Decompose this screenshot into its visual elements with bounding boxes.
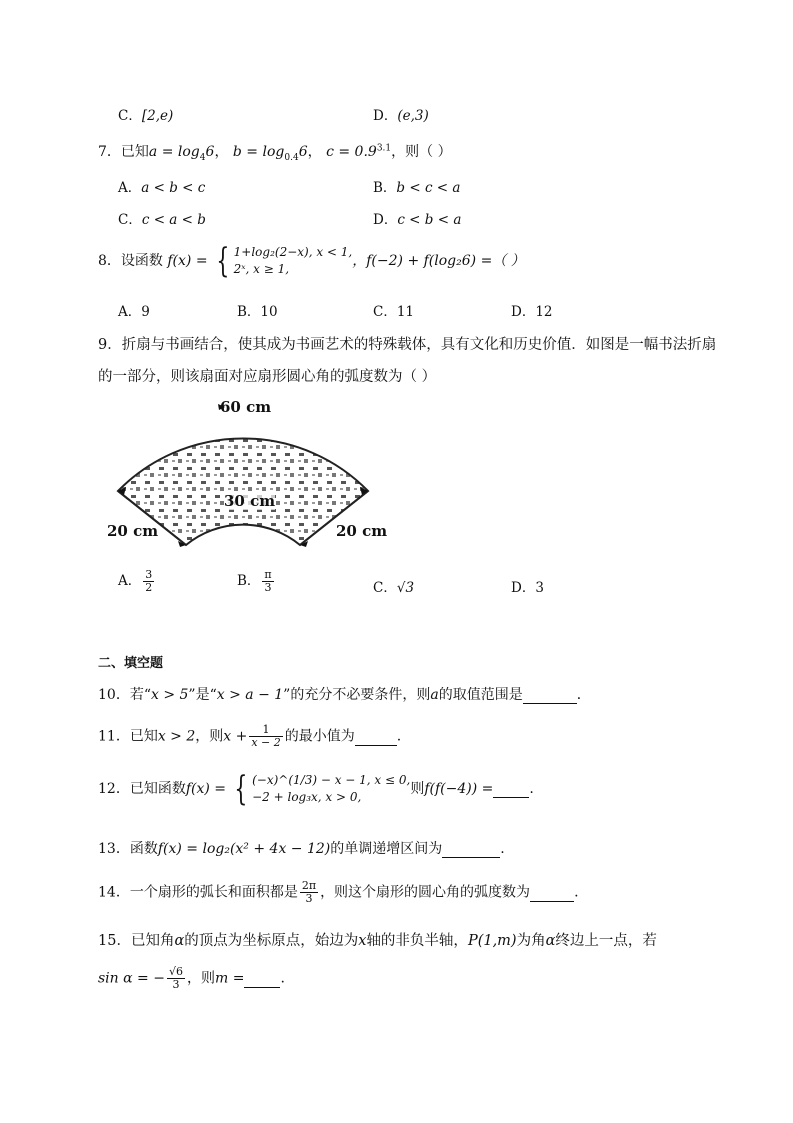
q9-option-d [511, 576, 544, 596]
text: 则 [410, 781, 425, 797]
math: α [174, 933, 185, 949]
text: . [529, 781, 534, 797]
question-text: 设函数 [120, 253, 163, 269]
q6-option-d [373, 104, 429, 124]
log-arg: 6 [298, 144, 308, 160]
text: 终边上一点，若 [555, 933, 657, 949]
option-text: b < c < a [396, 180, 461, 196]
numerator: 2π [301, 879, 317, 892]
question-13 [98, 838, 505, 858]
text: 的单调递增区间为 [330, 841, 443, 857]
option-label: C． [118, 108, 142, 124]
text: . [280, 970, 285, 987]
math: m = [214, 970, 245, 987]
section-title: 二、填空题 [98, 656, 164, 671]
question-12 [98, 769, 534, 809]
text: 轴的非负半轴， [366, 933, 468, 949]
fraction [143, 569, 154, 594]
math: a [430, 687, 439, 703]
text: . [396, 728, 402, 745]
math: sin α = − [98, 970, 165, 987]
numerator: 1 [249, 724, 282, 737]
option-text: 10 [260, 304, 278, 320]
text: 的取值范围是 [438, 687, 523, 703]
math: x > 5 [150, 687, 189, 703]
option-label: B． [373, 180, 397, 196]
q9-option-c [373, 576, 414, 596]
log-base: 4 [199, 152, 206, 163]
math: f(x) = log₂(x² + 4x − 12) [157, 841, 331, 857]
option-text: c < a < b [141, 212, 206, 228]
case-1: (−x)^(1/3) − x − 1, x ≤ 0, [252, 773, 411, 787]
brace-icon: { [234, 769, 248, 809]
q8-option-a [118, 300, 150, 320]
option-label: D． [511, 304, 536, 320]
denominator: 2 [145, 581, 153, 594]
math: f(f(−4)) = [424, 781, 494, 797]
piecewise-cases [234, 244, 353, 278]
text: 15．已知角 [98, 933, 175, 949]
question-suffix: ，则（ ） [391, 144, 452, 160]
case-2: −2 + log₃x, x > 0, [252, 790, 362, 804]
function-name: f(x) = [167, 253, 208, 269]
question-14 [98, 880, 579, 905]
q8-option-b [237, 300, 278, 320]
question-11 [98, 724, 401, 749]
q8-option-c [373, 300, 414, 320]
numerator: √6 [168, 965, 183, 978]
option-label: A． [118, 573, 142, 589]
piecewise-cases [252, 772, 410, 806]
fraction [262, 569, 273, 594]
option-label: C． [373, 580, 397, 596]
option-text: 11 [396, 304, 415, 320]
math: α [545, 933, 556, 949]
fraction [249, 724, 282, 749]
answer-blank[interactable] [244, 971, 280, 988]
q9-option-b [237, 569, 276, 594]
math: x > 2 [157, 728, 196, 745]
log-base: 0.4 [284, 152, 299, 163]
text: 的顶点为坐标原点，始边为 [184, 933, 359, 949]
numerator: π [264, 568, 272, 581]
text: ，则 [186, 970, 215, 987]
q9-option-a [118, 569, 156, 594]
math: P(1,m) [467, 933, 517, 949]
option-label: C． [373, 304, 397, 320]
text: ，则 [195, 728, 224, 745]
denominator: 3 [305, 892, 313, 905]
text: ． [576, 687, 591, 703]
text: ，则这个扇形的圆心角的弧度数为 [320, 884, 531, 901]
fraction [300, 880, 318, 905]
text: 11．已知 [98, 728, 158, 745]
case-1: 1+log₂(2−x), x < 1, [233, 245, 353, 259]
text: 13．函数 [98, 841, 158, 857]
text: 12．已知函数 [98, 781, 186, 797]
q7-option-d [373, 208, 461, 228]
math: f(x) = [185, 781, 227, 797]
denominator: x − 2 [251, 736, 281, 749]
option-text: 12 [535, 304, 553, 320]
denominator: 3 [264, 581, 272, 594]
option-label: A． [118, 304, 142, 320]
option-text: √3 [396, 580, 415, 596]
math-c: c = 0.9 [326, 144, 377, 160]
option-text: 9 [141, 304, 150, 320]
question-10 [98, 684, 591, 704]
text: 10．若“ [98, 687, 151, 703]
text: 为角 [516, 933, 546, 949]
option-text: c < b < a [397, 212, 462, 228]
text: ”的充分不必要条件，则 [283, 687, 431, 703]
question-8 [98, 241, 525, 281]
math-a: a = log [148, 144, 200, 160]
option-text: 3 [535, 580, 544, 596]
option-label: A． [118, 180, 142, 196]
fan-outer-arc-label: 60 cm [220, 398, 272, 416]
text: ”是“ [188, 687, 217, 703]
answer-blank[interactable] [493, 781, 529, 798]
fan-left-width-label: 20 cm [107, 522, 159, 540]
option-value: [2,e) [141, 108, 174, 124]
fan-right-width-label: 20 cm [336, 522, 388, 540]
q6-option-c [118, 104, 173, 124]
option-label: C． [118, 212, 142, 228]
numerator: 3 [145, 568, 153, 581]
option-value: (e,3) [397, 108, 429, 124]
math: x + [223, 728, 248, 745]
text: . [500, 841, 505, 857]
math-b: b = log [232, 144, 285, 160]
question-number: 7． [98, 144, 121, 160]
answer-blank[interactable] [355, 729, 397, 746]
q8-option-d [511, 300, 553, 320]
q7-option-b [373, 176, 460, 196]
question-9-line-2: 的一部分，则该扇面对应扇形圆心角的弧度数为（ ） [98, 369, 437, 385]
option-text: a < b < c [141, 180, 206, 196]
question-7: 7．已知$a = \log_46$， $b = \log_{0.4}6$， $c = 0.9^{3.1}$，则（ ） [98, 143, 452, 163]
answer-blank[interactable] [442, 841, 500, 858]
option-label: B． [237, 573, 261, 589]
question-number: 8． [98, 253, 121, 269]
text: . [574, 884, 579, 901]
exponent: 3.1 [376, 143, 392, 154]
fan-inner-arc-label: 30 cm [224, 492, 276, 510]
text: 14．一个扇形的弧长和面积都是 [98, 884, 298, 901]
case-2: 2ˣ, x ≥ 1, [233, 262, 290, 276]
log-arg: 6 [205, 144, 215, 160]
question-15-line-2 [98, 966, 285, 991]
denominator: 3 [172, 978, 180, 991]
math: x [358, 933, 367, 949]
q7-option-a [118, 176, 205, 196]
question-text: 已知 [120, 144, 149, 160]
option-label: B． [237, 304, 261, 320]
fraction [167, 966, 185, 991]
text: 的最小值为 [284, 728, 355, 745]
option-label: D． [373, 212, 398, 228]
answer-blank[interactable] [523, 687, 577, 704]
brace-icon: { [216, 241, 230, 281]
answer-blank[interactable] [530, 885, 574, 902]
option-label: D． [373, 108, 398, 124]
question-9-line-1: 9．折扇与书画结合，使其成为书画艺术的特殊载体，具有文化和历史价值．如图是一幅书法折扇 [98, 337, 717, 353]
question-15-line-1 [98, 929, 657, 950]
question-tail: ，f(−2) + f(log₂6) =（ ） [352, 253, 525, 269]
q7-option-c [118, 208, 206, 228]
option-label: D． [511, 580, 536, 596]
math: x > a − 1 [216, 687, 284, 703]
